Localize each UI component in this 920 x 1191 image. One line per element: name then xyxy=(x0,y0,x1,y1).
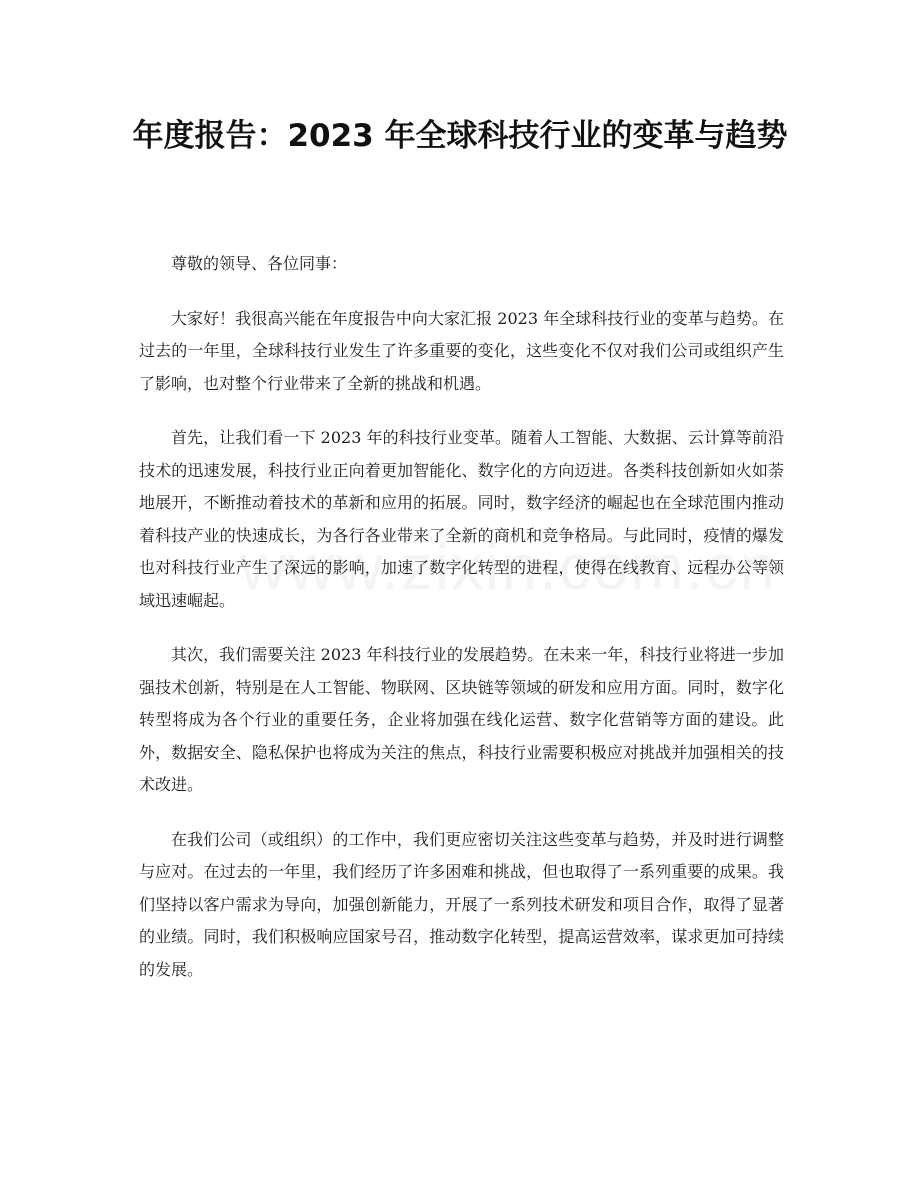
salutation: 尊敬的领导、各位同事： xyxy=(171,254,348,273)
paragraph-intro: 大家好！我很高兴能在年度报告中向大家汇报 2023 年全球科技行业的变革与趋势。在过去的一年里，全球科技行业发生了许多重要的变化，这些变化不仅对我们公司或组织产生了影响，也对整个行业带来了全新的挑战和机遇。 xyxy=(139,308,784,393)
document-title: 年度报告：2023 年全球科技行业的变革与趋势 xyxy=(132,118,788,154)
paragraph-company: 在我们公司（或组织）的工作中，我们更应密切关注这些变革与趋势，并及时进行调整与应对。在过去的一年里，我们经历了许多困难和挑战，但也取得了一系列重要的成果。我们坚持以客户需求为导向，加强创新能力，开展了一系列技术研发和项目合作，取得了显著的业绩。同时，我们积极响应国家号召，推动数字化转型，提高运营效率，谋求更加可持续的发展。 xyxy=(139,829,784,979)
paragraph-trends: 其次，我们需要关注 2023 年科技行业的发展趋势。在未来一年，科技行业将进一步加强技术创新，特别是在人工智能、物联网、区块链等领域的研发和应用方面。同时，数字化转型将成为各个行业的重要任务，企业将加强在线化运营、数字化营销等方面的建设。此外，数据安全、隐私保护也将成为关注的焦点，科技行业需要积极应对挑战并加强相关的技术改进。 xyxy=(139,645,784,794)
paragraph-changes: 首先，让我们看一下 2023 年的科技行业变革。随着人工智能、大数据、云计算等前沿技术的迅速发展，科技行业正向着更加智能化、数字化的方向迈进。各类科技创新如火如荼地展开，不断推动着技术的革新和应用的拓展。同时，数字经济的崛起也在全球范围内推动着科技产业的快速成长，为各行各业带来了全新的商机和竞争格局。与此同时，疫情的爆发也对科技行业产生了深远的影响，加速了数字化转型的进程，使得在线教育、远程办公等领域迅速崛起。 xyxy=(139,428,784,610)
document-body xyxy=(139,248,784,1008)
